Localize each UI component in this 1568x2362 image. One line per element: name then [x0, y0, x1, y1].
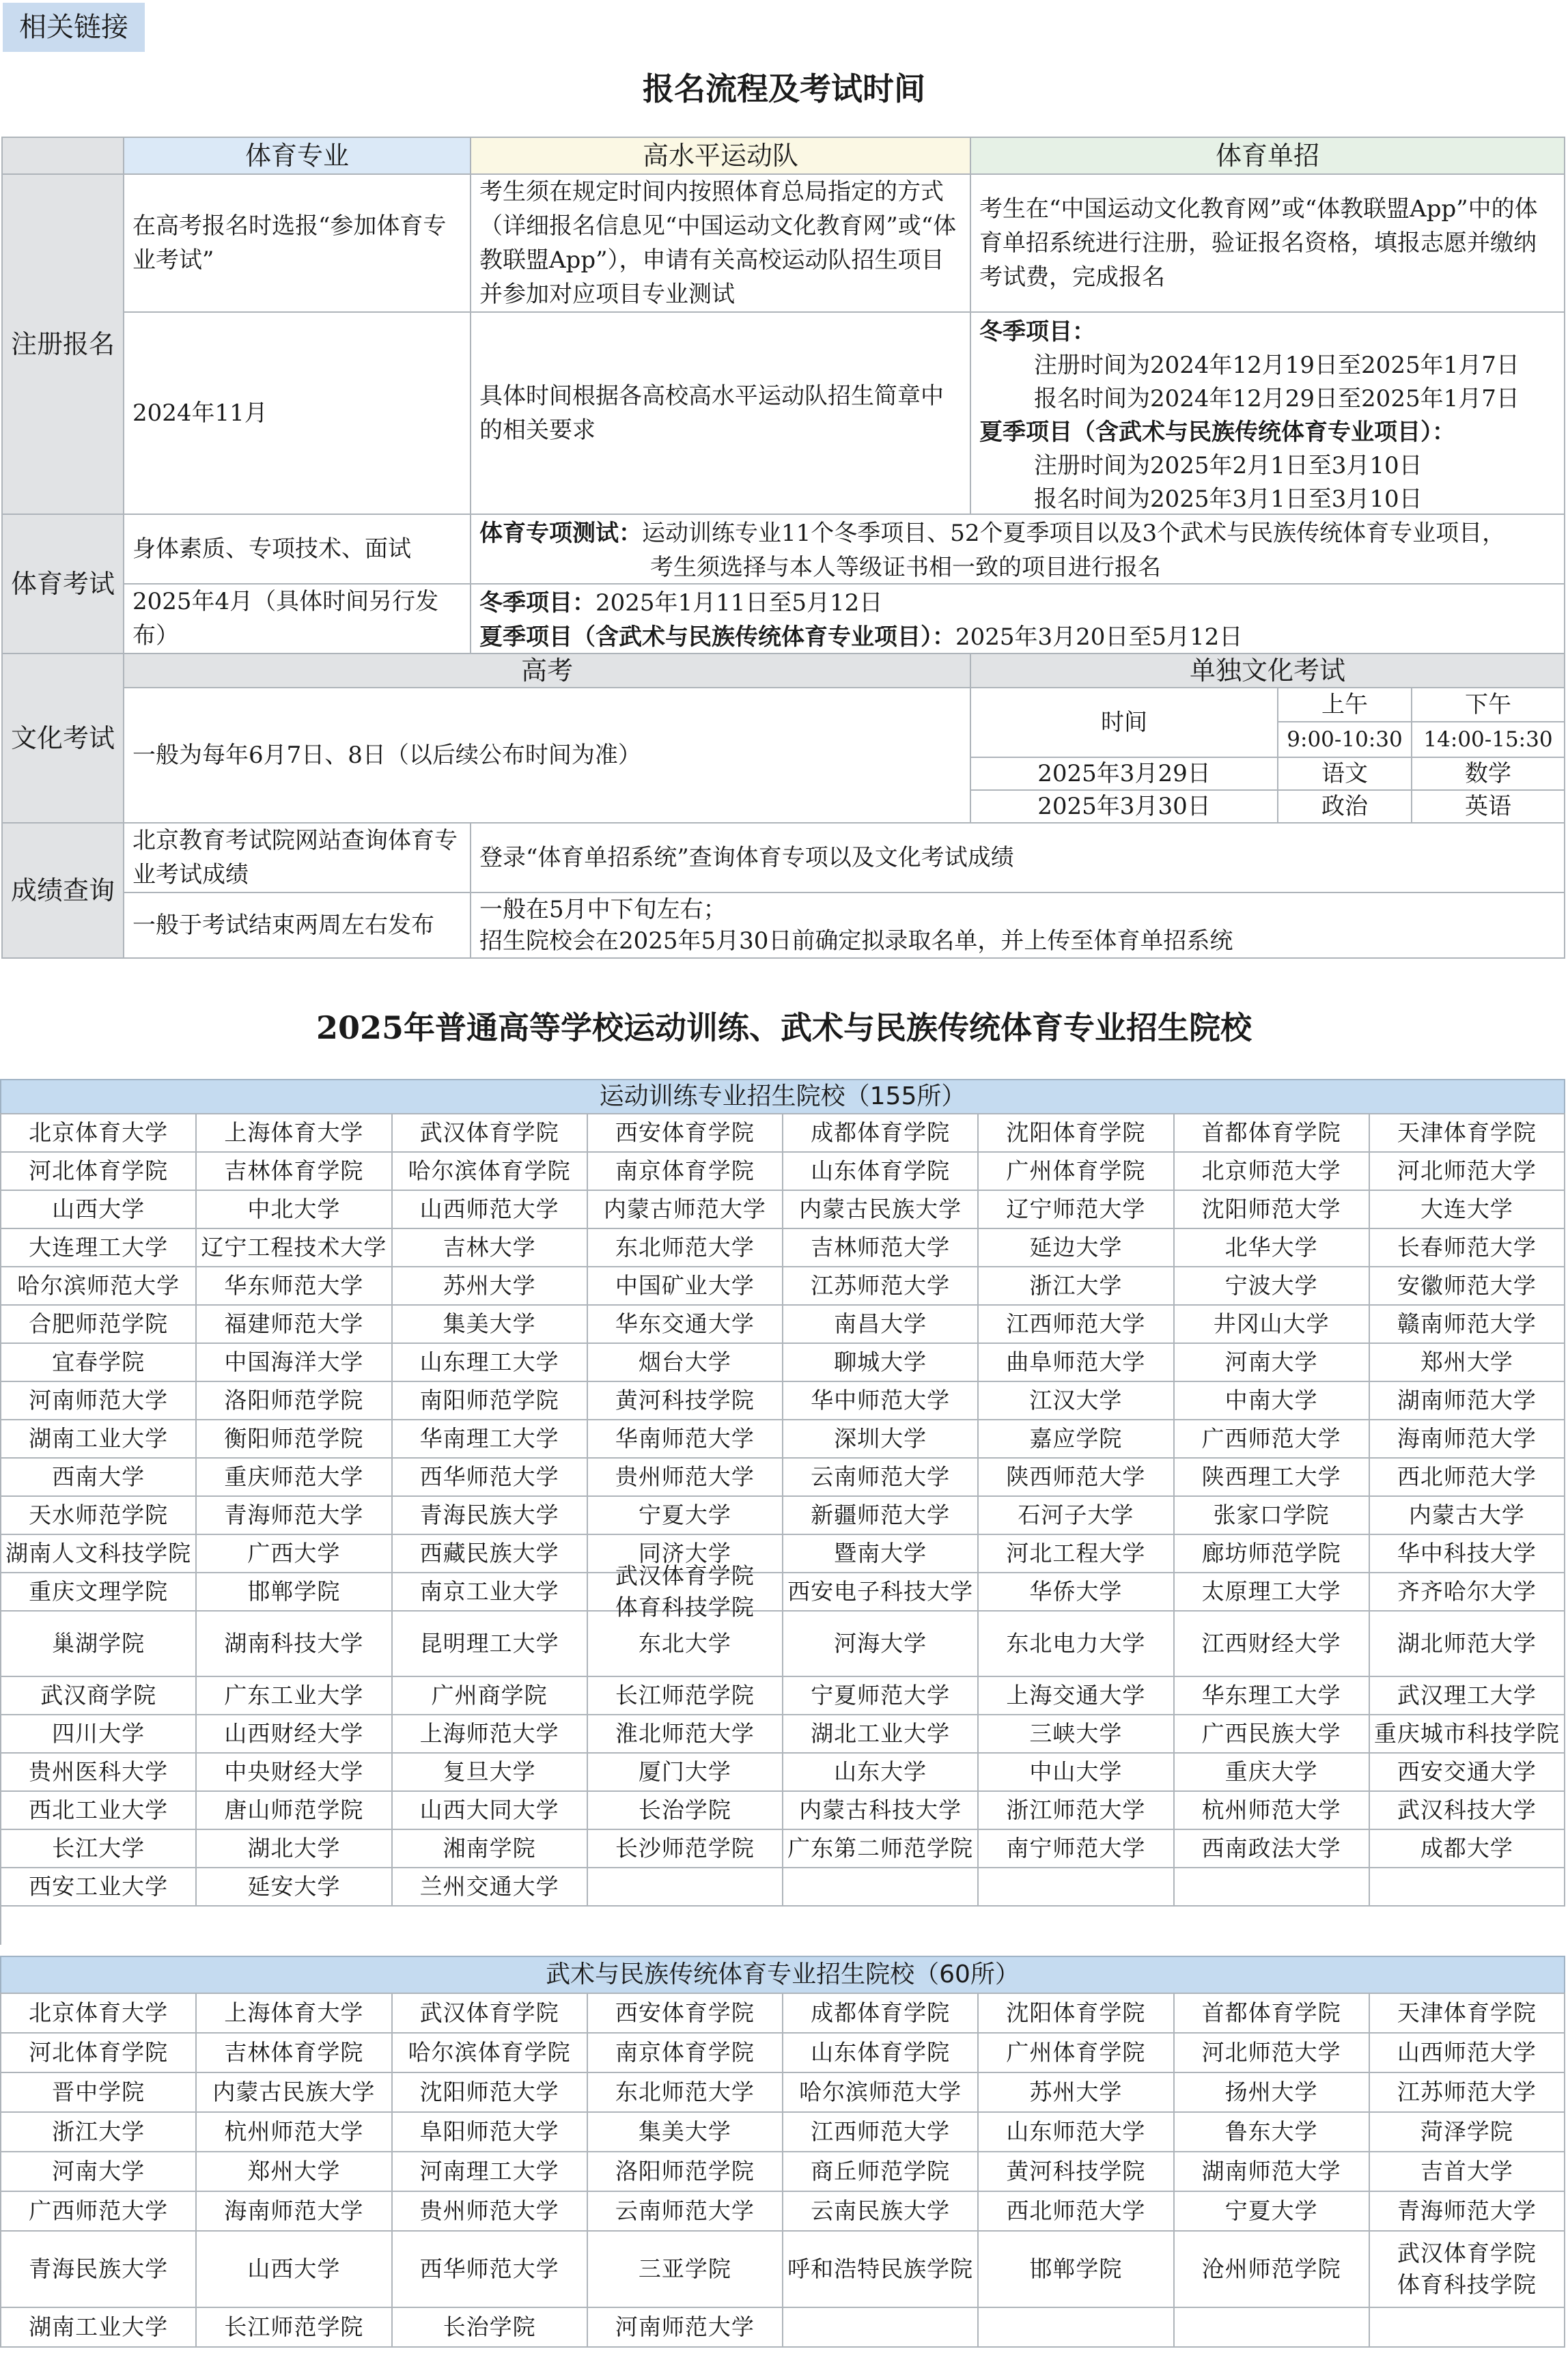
school-cell: 江西师范大学	[783, 2113, 979, 2152]
school-cell: 宁夏大学	[1175, 2192, 1370, 2232]
school-cell: 三峡大学	[979, 1715, 1174, 1754]
winter-apply: 报名时间为2024年12月29日至2025年1月7日	[1034, 385, 1520, 412]
school-cell: 烟台大学	[588, 1344, 783, 1382]
school-cell: 南宁师范大学	[979, 1830, 1174, 1868]
training-schools-header: 运动训练专业招生院校（155所）	[0, 1079, 1565, 1114]
pe-summer-label: 夏季项目（含武术与民族传统体育专业项目）：	[479, 623, 955, 651]
school-cell: 中南大学	[1175, 1382, 1370, 1420]
school-cell: 河北师范大学	[1370, 1153, 1565, 1191]
school-cell: 阜阳师范大学	[393, 2113, 588, 2152]
school-cell: 贵州医科大学	[1, 1754, 197, 1792]
school-cell: 扬州大学	[1175, 2073, 1370, 2113]
school-cell: 广州体育学院	[979, 2034, 1174, 2073]
school-cell: 太原理工大学	[1175, 1573, 1370, 1612]
school-cell: 廊坊师范学院	[1175, 1535, 1370, 1573]
school-cell: 广州商学院	[393, 1677, 588, 1715]
school-cell: 西华师范大学	[393, 1459, 588, 1497]
school-cell: 黄河科技学院	[588, 1382, 783, 1420]
school-cell: 杭州师范大学	[197, 2113, 392, 2152]
school-cell: 沈阳体育学院	[979, 1114, 1174, 1153]
school-cell: 华南理工大学	[393, 1420, 588, 1459]
school-cell: 西安交通大学	[1370, 1754, 1565, 1792]
reg-single-text: 考生在“中国运动文化教育网”或“体教联盟App”中的体育单招系统进行注册，验证报名资格，填报志愿并缴纳考试费，完成报名	[970, 173, 1565, 313]
empty-cell	[588, 1868, 783, 1907]
school-cell: 淮北师范大学	[588, 1715, 783, 1754]
school-cell: 福建师范大学	[197, 1306, 392, 1344]
school-cell: 陕西师范大学	[979, 1459, 1174, 1497]
school-cell: 聊城大学	[783, 1344, 979, 1382]
school-cell: 江汉大学	[979, 1382, 1174, 1420]
school-cell: 宁夏大学	[588, 1497, 783, 1535]
school-cell: 北京体育大学	[1, 1114, 197, 1153]
reg-hlt-date: 具体时间根据各高校高水平运动队招生简章中的相关要求	[470, 311, 971, 515]
empty-cell	[1175, 2308, 1370, 2348]
school-cell: 中央财经大学	[197, 1754, 392, 1792]
school-cell: 青海师范大学	[197, 1497, 392, 1535]
school-cell: 天津体育学院	[1370, 1994, 1565, 2034]
school-cell: 山西师范大学	[1370, 2034, 1565, 2073]
school-cell: 呼和浩特民族学院	[783, 2232, 979, 2308]
summer-apply: 报名时间为2025年3月1日至3月10日	[1034, 486, 1423, 513]
school-cell: 长治学院	[393, 2308, 588, 2348]
school-cell: 西华师范大学	[393, 2232, 588, 2308]
school-cell: 西安体育学院	[588, 1114, 783, 1153]
gaokao-date: 一般为每年6月7日、8日（以后续公布时间为准）	[123, 687, 971, 824]
schools-title: 2025年普通高等学校运动训练、武术与民族传统体育专业招生院校	[316, 1009, 1252, 1046]
school-cell: 石河子大学	[979, 1497, 1174, 1535]
school-cell: 云南师范大学	[783, 1459, 979, 1497]
special-text1: 运动训练专业11个冬季项目、52个夏季项目以及3个武术与民族传统体育专业项目，	[642, 520, 1506, 547]
reg-pe-date: 2024年11月	[123, 311, 471, 515]
school-cell: 山东师范大学	[979, 2113, 1174, 2152]
school-cell: 集美大学	[588, 2113, 783, 2152]
school-cell: 山东大学	[783, 1754, 979, 1792]
school-cell: 宁波大学	[1175, 1267, 1370, 1306]
school-cell: 赣南师范大学	[1370, 1306, 1565, 1344]
school-cell: 晋中学院	[1, 2073, 197, 2113]
school-cell: 天水师范学院	[1, 1497, 197, 1535]
school-cell: 湖南工业大学	[1, 2308, 197, 2348]
school-cell: 青海民族大学	[1, 2232, 197, 2308]
reg-pe-text: 在高考报名时选报“参加体育专业考试”	[123, 173, 471, 313]
school-cell: 湖南科技大学	[197, 1612, 392, 1677]
school-cell: 曲阜师范大学	[979, 1344, 1174, 1382]
related-links-tag[interactable]: 相关链接	[3, 3, 145, 52]
school-cell: 武汉科技大学	[1370, 1792, 1565, 1830]
school-cell: 贵州师范大学	[588, 1459, 783, 1497]
school-cell: 山西大学	[197, 2232, 392, 2308]
time-label: 时间	[970, 687, 1278, 758]
school-cell: 杭州师范大学	[1175, 1792, 1370, 1830]
schedule-title: 报名流程及考试时间	[643, 70, 925, 107]
school-cell: 西北师范大学	[1370, 1459, 1565, 1497]
school-cell: 河北体育学院	[1, 2034, 197, 2073]
school-cell: 云南师范大学	[588, 2192, 783, 2232]
school-cell: 成都体育学院	[783, 1114, 979, 1153]
score-date-line2: 招生院校会在2025年5月30日前确定拟录取名单，并上传至体育单招系统	[479, 927, 1233, 955]
school-cell: 上海师范大学	[393, 1715, 588, 1754]
school-cell: 湖南人文科技学院	[1, 1535, 197, 1573]
school-cell: 山东体育学院	[783, 2034, 979, 2073]
empty-cell	[1370, 2308, 1565, 2348]
school-cell: 合肥师范学院	[1, 1306, 197, 1344]
school-cell: 安徽师范大学	[1370, 1267, 1565, 1306]
school-cell: 山西大学	[1, 1191, 197, 1229]
school-cell: 沈阳师范大学	[393, 2073, 588, 2113]
day2-pm-subject: 英语	[1411, 789, 1565, 824]
school-cell: 广西师范大学	[1175, 1420, 1370, 1459]
school-cell: 西北师范大学	[979, 2192, 1174, 2232]
empty-cell	[979, 2308, 1174, 2348]
school-cell: 广东第二师范学院	[783, 1830, 979, 1868]
empty-cell	[1370, 1868, 1565, 1907]
school-cell: 成都大学	[1370, 1830, 1565, 1868]
school-cell: 南京体育学院	[588, 2034, 783, 2073]
school-cell: 复旦大学	[393, 1754, 588, 1792]
school-cell: 南阳师范学院	[393, 1382, 588, 1420]
school-cell: 青海师范大学	[1370, 2192, 1565, 2232]
school-cell: 湘南学院	[393, 1830, 588, 1868]
school-cell: 重庆城市科技学院	[1370, 1715, 1565, 1754]
school-cell: 青海民族大学	[393, 1497, 588, 1535]
school-cell: 河北工程大学	[979, 1535, 1174, 1573]
school-cell: 吉林体育学院	[197, 2034, 392, 2073]
school-cell: 延边大学	[979, 1229, 1174, 1267]
school-cell: 吉林体育学院	[197, 1153, 392, 1191]
school-cell: 华东理工大学	[1175, 1677, 1370, 1715]
school-cell: 武汉商学院	[1, 1677, 197, 1715]
pe-winter-date: 2025年1月11日至5月12日	[596, 589, 883, 617]
row-label-registration: 注册报名	[1, 173, 124, 515]
empty-cell	[783, 1868, 979, 1907]
school-cell: 大连理工大学	[1, 1229, 197, 1267]
school-cell: 天津体育学院	[1370, 1114, 1565, 1153]
empty-cell	[979, 1868, 1174, 1907]
school-cell: 同济大学	[588, 1535, 783, 1573]
school-cell: 齐齐哈尔大学	[1370, 1573, 1565, 1612]
school-cell: 嘉应学院	[979, 1420, 1174, 1459]
day2-date: 2025年3月30日	[970, 789, 1278, 824]
school-cell: 内蒙古科技大学	[783, 1792, 979, 1830]
school-cell: 山东理工大学	[393, 1344, 588, 1382]
school-cell: 广西师范大学	[1, 2192, 197, 2232]
school-cell: 河南大学	[1175, 1344, 1370, 1382]
school-cell: 重庆师范大学	[197, 1459, 392, 1497]
score-right-text: 登录“体育单招系统”查询体育专项以及文化考试成绩	[470, 822, 1565, 893]
school-cell: 延安大学	[197, 1868, 392, 1907]
school-cell: 吉林大学	[393, 1229, 588, 1267]
school-cell: 湖南工业大学	[1, 1420, 197, 1459]
culture-single-header: 单独文化考试	[970, 653, 1565, 688]
day1-pm-subject: 数学	[1411, 757, 1565, 791]
school-cell: 暨南大学	[783, 1535, 979, 1573]
school-cell: 北京体育大学	[1, 1994, 197, 2034]
school-cell: 吉首大学	[1370, 2152, 1565, 2192]
row-label-culture-exam: 文化考试	[1, 653, 124, 824]
pe-exam-date: 2025年4月（具体时间另行发布）	[123, 583, 471, 654]
pe-summer-date: 2025年3月20日至5月12日	[955, 623, 1243, 651]
school-cell: 湖北师范大学	[1370, 1612, 1565, 1677]
school-cell: 首都体育学院	[1175, 1994, 1370, 2034]
school-cell: 华东交通大学	[588, 1306, 783, 1344]
school-cell: 兰州交通大学	[393, 1868, 588, 1907]
school-cell: 首都体育学院	[1175, 1114, 1370, 1153]
school-cell: 张家口学院	[1175, 1497, 1370, 1535]
school-cell: 深圳大学	[783, 1420, 979, 1459]
school-cell: 河南大学	[1, 2152, 197, 2192]
school-cell: 西安电子科技大学	[783, 1573, 979, 1612]
school-cell: 华侨大学	[979, 1573, 1174, 1612]
school-cell: 内蒙古师范大学	[588, 1191, 783, 1229]
day2-am-subject: 政治	[1277, 789, 1412, 824]
school-cell: 湖北大学	[197, 1830, 392, 1868]
school-cell: 浙江大学	[1, 2113, 197, 2152]
school-cell: 西北工业大学	[1, 1792, 197, 1830]
pe-exam-special	[470, 514, 1565, 585]
school-cell: 集美大学	[393, 1306, 588, 1344]
school-cell: 河海大学	[783, 1612, 979, 1677]
school-cell: 贵州师范大学	[393, 2192, 588, 2232]
school-cell: 成都体育学院	[783, 1994, 979, 2034]
school-cell: 海南师范大学	[1370, 1420, 1565, 1459]
empty-cell	[1175, 1868, 1370, 1907]
school-cell: 上海体育大学	[197, 1994, 392, 2034]
school-cell: 陕西理工大学	[1175, 1459, 1370, 1497]
school-cell: 井冈山大学	[1175, 1306, 1370, 1344]
pm-label: 下午	[1411, 687, 1565, 722]
school-cell: 南昌大学	[783, 1306, 979, 1344]
school-cell: 巢湖学院	[1, 1612, 197, 1677]
school-cell: 北华大学	[1175, 1229, 1370, 1267]
school-cell: 浙江师范大学	[979, 1792, 1174, 1830]
school-cell: 宜春学院	[1, 1344, 197, 1382]
pe-winter-label: 冬季项目：	[479, 589, 596, 617]
day1-am-subject: 语文	[1277, 757, 1412, 791]
am-time: 9:00-10:30	[1277, 721, 1412, 758]
school-cell: 沈阳师范大学	[1175, 1191, 1370, 1229]
summer-reg: 注册时间为2025年2月1日至3月10日	[1034, 452, 1423, 479]
school-cell: 武汉体育学院	[393, 1994, 588, 2034]
school-cell: 宁夏师范大学	[783, 1677, 979, 1715]
winter-label: 冬季项目：	[979, 318, 1095, 346]
school-cell: 中国海洋大学	[197, 1344, 392, 1382]
school-cell: 新疆师范大学	[783, 1497, 979, 1535]
row-label-pe-exam: 体育考试	[1, 514, 124, 654]
school-cell: 河南师范大学	[588, 2308, 783, 2348]
school-cell: 西安工业大学	[1, 1868, 197, 1907]
school-cell: 黄河科技学院	[979, 2152, 1174, 2192]
school-cell: 西南政法大学	[1175, 1830, 1370, 1868]
school-cell: 长江师范学院	[588, 1677, 783, 1715]
school-cell: 哈尔滨师范大学	[783, 2073, 979, 2113]
school-cell: 长治学院	[588, 1792, 783, 1830]
school-cell: 邯郸学院	[197, 1573, 392, 1612]
row-label-score: 成绩查询	[1, 822, 124, 959]
school-cell: 河北体育学院	[1, 1153, 197, 1191]
am-label: 上午	[1277, 687, 1412, 722]
school-cell: 东北大学	[588, 1612, 783, 1677]
school-cell: 沈阳体育学院	[979, 1994, 1174, 2034]
special-text2: 考生须选择与本人等级证书相一致的项目进行报名	[650, 554, 1161, 581]
school-cell: 武汉理工大学	[1370, 1677, 1565, 1715]
culture-gaokao-header: 高考	[123, 653, 971, 688]
school-cell: 内蒙古民族大学	[197, 2073, 392, 2113]
school-cell: 重庆文理学院	[1, 1573, 197, 1612]
school-cell: 广东工业大学	[197, 1677, 392, 1715]
reg-single-dates	[970, 311, 1565, 515]
school-cell: 中北大学	[197, 1191, 392, 1229]
school-cell: 吉林师范大学	[783, 1229, 979, 1267]
school-cell: 湖南师范大学	[1370, 1382, 1565, 1420]
school-cell: 长沙师范学院	[588, 1830, 783, 1868]
winter-reg: 注册时间为2024年12月19日至2025年1月7日	[1034, 352, 1520, 379]
score-pe-date: 一般于考试结束两周左右发布	[123, 892, 471, 959]
school-cell: 唐山师范学院	[197, 1792, 392, 1830]
school-cell: 武汉体育学院 体育科技学院	[1370, 2232, 1565, 2308]
school-cell: 东北师范大学	[588, 1229, 783, 1267]
school-cell: 东北师范大学	[588, 2073, 783, 2113]
school-cell: 郑州大学	[197, 2152, 392, 2192]
school-cell: 西南大学	[1, 1459, 197, 1497]
header-single-recruit: 体育单招	[970, 137, 1565, 175]
school-cell: 三亚学院	[588, 2232, 783, 2308]
school-cell: 华中科技大学	[1370, 1535, 1565, 1573]
school-cell: 湖南师范大学	[1175, 2152, 1370, 2192]
school-cell: 南京体育学院	[588, 1153, 783, 1191]
school-cell: 哈尔滨师范大学	[1, 1267, 197, 1306]
day1-date: 2025年3月29日	[970, 757, 1278, 791]
school-cell: 邯郸学院	[979, 2232, 1174, 2308]
school-cell: 菏泽学院	[1370, 2113, 1565, 2152]
header-corner	[1, 137, 124, 175]
school-cell: 辽宁工程技术大学	[197, 1229, 392, 1267]
school-cell: 辽宁师范大学	[979, 1191, 1174, 1229]
school-cell: 长江师范学院	[197, 2308, 392, 2348]
school-cell: 江苏师范大学	[1370, 2073, 1565, 2113]
school-cell: 北京师范大学	[1175, 1153, 1370, 1191]
school-cell: 河南理工大学	[393, 2152, 588, 2192]
school-cell: 华南师范大学	[588, 1420, 783, 1459]
school-cell: 东北电力大学	[979, 1612, 1174, 1677]
school-cell: 四川大学	[1, 1715, 197, 1754]
school-cell: 山西财经大学	[197, 1715, 392, 1754]
summer-label: 夏季项目（含武术与民族传统体育专业项目）：	[979, 419, 1455, 446]
school-cell: 华中师范大学	[783, 1382, 979, 1420]
school-cell: 山西师范大学	[393, 1191, 588, 1229]
school-cell: 哈尔滨体育学院	[393, 1153, 588, 1191]
school-cell: 南京工业大学	[393, 1573, 588, 1612]
school-cell: 大连大学	[1370, 1191, 1565, 1229]
special-label: 体育专项测试：	[479, 520, 642, 547]
school-cell: 长春师范大学	[1370, 1229, 1565, 1267]
school-cell: 湖北工业大学	[783, 1715, 979, 1754]
reg-hlt-text: 考生须在规定时间内按照体育总局指定的方式（详细报名信息见“中国运动文化教育网”或“体教联盟App”），申请有关高校运动队招生项目并参加对应项目专业测试	[470, 173, 971, 313]
school-cell: 昆明理工大学	[393, 1612, 588, 1677]
school-cell: 上海交通大学	[979, 1677, 1174, 1715]
score-right-date	[470, 892, 1565, 959]
school-cell: 洛阳师范学院	[588, 2152, 783, 2192]
school-cell: 苏州大学	[393, 1267, 588, 1306]
school-cell: 西藏民族大学	[393, 1535, 588, 1573]
school-cell: 云南民族大学	[783, 2192, 979, 2232]
school-cell: 中山大学	[979, 1754, 1174, 1792]
school-cell: 广州体育学院	[979, 1153, 1174, 1191]
school-cell: 广西大学	[197, 1535, 392, 1573]
school-cell: 苏州大学	[979, 2073, 1174, 2113]
header-high-level-team: 高水平运动队	[470, 137, 971, 175]
school-cell: 华东师范大学	[197, 1267, 392, 1306]
school-cell: 商丘师范学院	[783, 2152, 979, 2192]
school-cell: 衡阳师范学院	[197, 1420, 392, 1459]
school-cell: 上海体育大学	[197, 1114, 392, 1153]
school-cell: 重庆大学	[1175, 1754, 1370, 1792]
school-cell: 江苏师范大学	[783, 1267, 979, 1306]
school-cell: 河北师范大学	[1175, 2034, 1370, 2073]
score-pe-text: 北京教育考试院网站查询体育专业考试成绩	[123, 822, 471, 893]
score-date-line1: 一般在5月中下旬左右；	[479, 896, 727, 923]
school-cell: 厦门大学	[588, 1754, 783, 1792]
school-cell: 海南师范大学	[197, 2192, 392, 2232]
pm-time: 14:00-15:30	[1411, 721, 1565, 758]
school-cell: 沧州师范学院	[1175, 2232, 1370, 2308]
school-cell: 江西师范大学	[979, 1306, 1174, 1344]
school-cell: 武汉体育学院	[393, 1114, 588, 1153]
school-cell: 长江大学	[1, 1830, 197, 1868]
school-cell: 中国矿业大学	[588, 1267, 783, 1306]
wushu-schools-header: 武术与民族传统体育专业招生院校（60所）	[0, 1956, 1565, 1994]
school-cell: 郑州大学	[1370, 1344, 1565, 1382]
wushu-schools-grid	[0, 1993, 1565, 2348]
school-cell: 广西民族大学	[1175, 1715, 1370, 1754]
school-cell: 江西财经大学	[1175, 1612, 1370, 1677]
empty-cell	[783, 2308, 979, 2348]
school-cell: 浙江大学	[979, 1267, 1174, 1306]
school-cell: 武汉体育学院 体育科技学院	[588, 1573, 783, 1612]
school-cell: 山西大同大学	[393, 1792, 588, 1830]
school-cell: 西安体育学院	[588, 1994, 783, 2034]
school-cell: 河南师范大学	[1, 1382, 197, 1420]
school-cell: 山东体育学院	[783, 1153, 979, 1191]
training-schools-grid	[0, 1113, 1565, 1945]
school-cell: 哈尔滨体育学院	[393, 2034, 588, 2073]
school-cell: 鲁东大学	[1175, 2113, 1370, 2152]
school-cell: 内蒙古民族大学	[783, 1191, 979, 1229]
pe-exam-dates	[470, 583, 1565, 654]
header-pe-major: 体育专业	[123, 137, 471, 175]
school-cell: 洛阳师范学院	[197, 1382, 392, 1420]
pe-exam-content: 身体素质、专项技术、面试	[123, 514, 471, 585]
school-cell: 内蒙古大学	[1370, 1497, 1565, 1535]
